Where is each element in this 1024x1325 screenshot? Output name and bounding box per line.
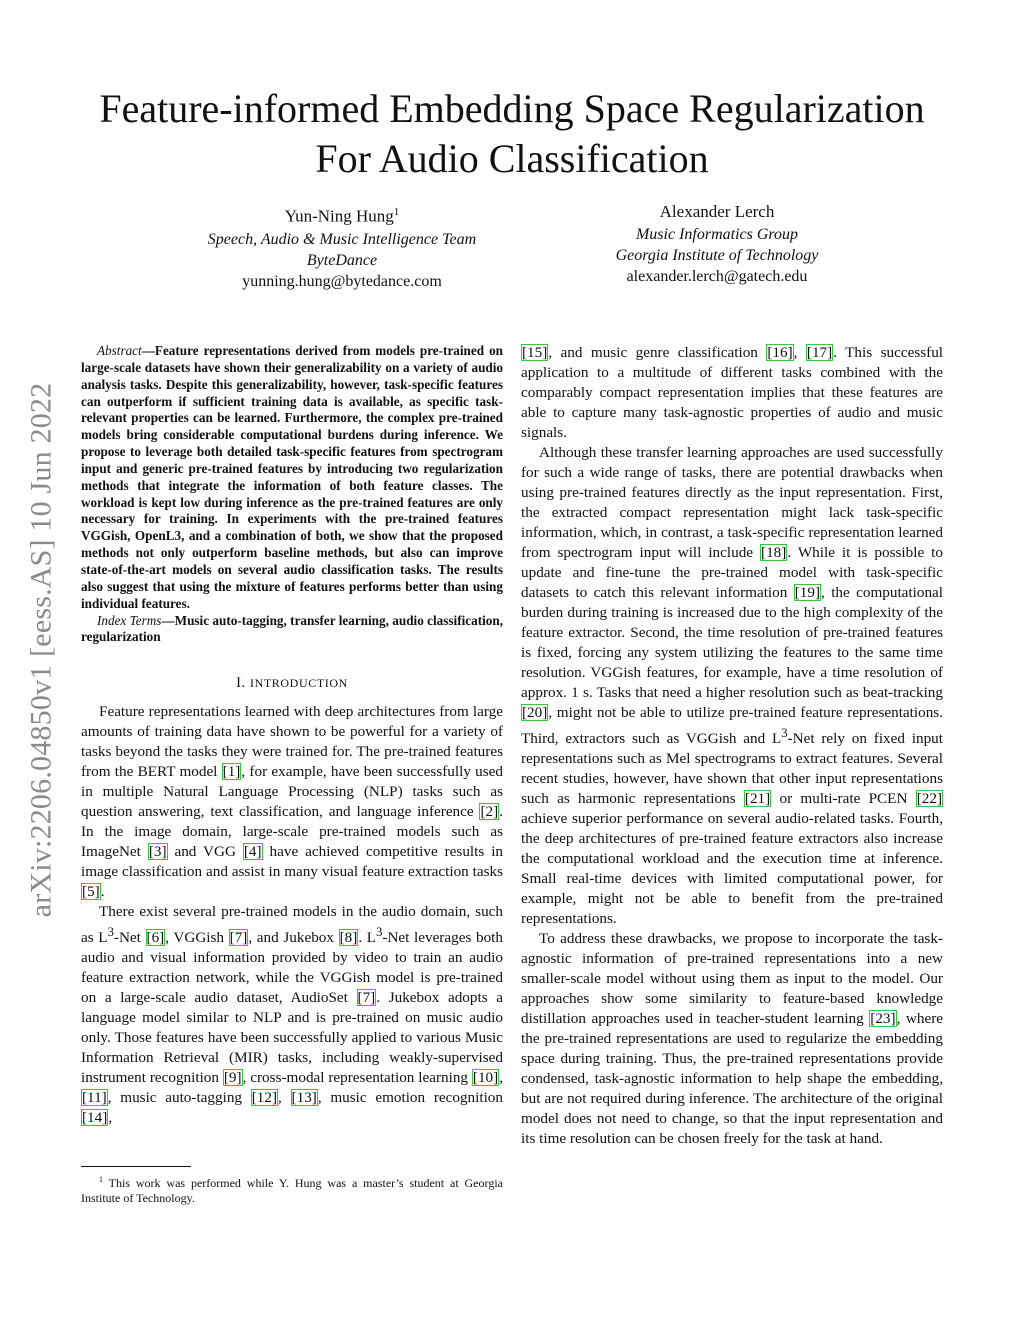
citation-link[interactable]: [2] (480, 803, 499, 821)
text-run: , where the pre-trained representations are used to regularize the embedding space during training. Thus, the pre-trained representations provide condensed, task-agnostic information to help shape the embedding, but are not required during inference. The architecture of the original model does not need to change, so that the input representation and its time resolution can be chosen freely for the task at hand. (521, 1010, 943, 1148)
citation-link[interactable]: [22] (916, 790, 943, 808)
citation-link[interactable]: [12] (251, 1089, 278, 1107)
citation-link[interactable]: [1] (222, 763, 241, 781)
citation-link[interactable]: [4] (243, 843, 262, 861)
author-department: Music Informatics Group (635, 226, 799, 243)
citation-link[interactable]: [15] (522, 344, 548, 361)
text-run: . L (358, 929, 377, 947)
intro-paragraph-5 (521, 929, 943, 1149)
citation-link[interactable]: [16] (767, 344, 793, 361)
text-run: , cross-modal representation learning (242, 1069, 472, 1087)
citation-link[interactable]: [14] (82, 1109, 108, 1127)
citation-link[interactable]: [19] (794, 584, 821, 601)
intro-paragraph-4 (521, 443, 943, 929)
author-name: Yun-Ning Hung (284, 206, 394, 226)
text-run: Although these transfer learning approaches are used successfully for such a wide range of tasks, there are potential drawbacks when using pre-trained features directly as the input representation. First, the extracted compact representation might lack task-specific information, which, in contrast, a task-specific representation learned from spectrogram input will include (521, 444, 943, 561)
text-run: . (100, 883, 105, 901)
text-run: , the computational burden during training is increased due to the high complexity of the feature extractor. Second, the time resolution of pre-trained features is fixed, forcing any system utilizing the features to the same time resolution. VGGish features, for example, have a time resolution of approx. 1 s. Tasks that need a higher resolution such as beat-tracking (521, 584, 944, 701)
citation-link[interactable]: [13] (291, 1089, 317, 1107)
footnote-mark: 1 (99, 1175, 103, 1184)
text-run: , music emotion recognition (317, 1089, 503, 1107)
citation-link[interactable]: [11] (82, 1089, 107, 1107)
text-run: There exist several pre-trained models in the audio domain, such as L (81, 903, 503, 947)
author-department: Speech, Audio & Music Intelligence Team (207, 230, 477, 248)
citation-link[interactable]: [5] (82, 883, 100, 901)
intro-paragraph-1 (81, 702, 503, 902)
arxiv-identifier-text: arXiv:2206.04850v1 [eess.AS] 10 Jun 2022 (24, 382, 58, 918)
citation-link[interactable]: [21] (744, 790, 771, 808)
text-run: , (278, 1089, 291, 1107)
text-run: . In the image domain, large-scale pre-trained models such as ImageNet (81, 803, 503, 861)
text-run: or multi-rate PCEN (771, 790, 916, 808)
citation-link[interactable]: [9] (223, 1069, 242, 1087)
text-run: To address these drawbacks, we propose to incorporate the task-agnostic information of pre-trained representations into a new smaller-scale model without using them as input to the model. Our approaches show some similarity to feature-based knowledge distillation approaches used in teacher-student learning (521, 930, 943, 1028)
arxiv-identifier-stamp (16, 350, 66, 950)
section-number: I. (236, 675, 251, 692)
author-organization: Georgia Institute of Technology (615, 247, 819, 264)
citation-link[interactable]: [20] (522, 704, 548, 721)
abstract-label: Abstract (97, 343, 142, 358)
citation-link[interactable]: [6] (146, 929, 165, 947)
citation-link[interactable]: [23] (870, 1010, 896, 1028)
footnote (81, 1172, 503, 1206)
text-run: . This successful application to a multitude of different tasks combined with the comparably compact representation implies that these features are able to capture many task-agnostic properties of audio and music signals. (521, 344, 944, 441)
author-email: yunning.hung@bytedance.com (242, 272, 442, 290)
text-run: , music auto-tagging (107, 1089, 251, 1107)
superscript: 3 (781, 726, 788, 740)
text-run: , (793, 344, 806, 361)
author-name: Alexander Lerch (659, 202, 775, 221)
text-run: -Net (113, 929, 146, 947)
citation-link[interactable]: [3] (148, 843, 167, 861)
text-run: have achieved competitive results in image classification and assist in many visual feature extraction tasks (81, 843, 504, 881)
intro-paragraph-2 (81, 902, 503, 1128)
text-run: , and Jukebox (248, 929, 339, 947)
author-block-1 (172, 200, 512, 292)
left-column (81, 343, 503, 1128)
superscript: 3 (107, 925, 114, 940)
text-run: . Jukebox adopts a language model similar to NLP and is pre-trained on music audio only. Those features have been successfully applied to various Music Information Retrieval (MIR) tasks, including weakly-supervised instrument recognition (81, 989, 503, 1087)
citation-link[interactable]: [7] (229, 929, 248, 947)
citation-link[interactable]: [10] (472, 1069, 499, 1087)
text-run: -Net rely on fixed input representations such as Mel spectrograms to extract features. Several recent studies, however, have shown that other input representations such as harmonic representations (521, 730, 943, 808)
index-terms-label: Index Terms (97, 612, 162, 628)
section-name: INTRODUCTION (250, 676, 348, 691)
citation-link[interactable]: [7] (357, 989, 376, 1007)
superscript: 3 (376, 925, 383, 940)
text-run: , (108, 1109, 113, 1127)
text-run: -Net leverages both audio and visual information provided by video to train an audio feature extraction network, while the VGGish model is pre-trained on a large-scale audio dataset, AudioSet (81, 929, 503, 1007)
text-run: , might not be able to utilize pre-trained feature representations. Third, extractors such as VGGish and L (521, 704, 943, 748)
abstract-text: —Feature representations derived from models pre-trained on large-scale datasets have shown their generalizability on a variety of audio analysis tasks. Despite this generalizability, however, task-specific features can outperform if sufficient training data is available, as specific task-relevant properties can be learned. Furthermore, the complex pre-trained models bring considerable computational burdens during inference. We propose to leverage both detailed task-specific features from spectrogram input and generic pre-trained features by introducing two regularization methods that integrate the information of both feature classes. The workload is kept low during inference as the pre-trained features are only necessary for training. In experiments with the pre-trained features VGGish, OpenL3, and a combination of both, we show that the proposed methods not only outperform baseline methods, but also can improve state-of-the-art models on several audio classification tasks. The results also suggest that using the mixture of features performs better than using individual features. (81, 343, 503, 611)
right-column (521, 343, 943, 1149)
paper-title (80, 84, 944, 184)
text-run: achieve superior performance on several audio-related tasks. Fourth, the deep architectures of pre-trained feature extractors also increase the computational workload and the execution time at inference. Small real-time devices with limited computational power, for example, might not be able to benefit from the pre-trained representations. (521, 810, 943, 928)
text-run: , and music genre classification (548, 344, 767, 361)
author-organization: ByteDance (306, 251, 378, 269)
text-run: , for example, have been successfully used in multiple Natural Language Processing (NLP) tasks such as question answering, text classification, and language inference (81, 763, 504, 821)
author-footnote-mark: 1 (393, 206, 400, 218)
text-run: Feature representations learned with deep architectures from large amounts of training data have shown to be powerful for a variety of tasks beyond the tasks they were trained for. The pre-trained features from the BERT model (81, 703, 503, 781)
author-email: alexander.lerch@gatech.edu (626, 268, 808, 285)
intro-paragraph-3 (521, 343, 943, 443)
text-run: , (499, 1069, 503, 1087)
text-run: . While it is possible to update and fine-tune the pre-trained model with task-specific datasets to catch this relevant information (521, 544, 943, 601)
author-block-2 (547, 200, 887, 287)
index-terms (81, 613, 503, 647)
abstract (81, 343, 503, 613)
citation-link[interactable]: [8] (339, 929, 358, 947)
text-run: , VGGish (165, 929, 229, 947)
citation-link[interactable]: [17] (806, 344, 833, 361)
title-line-2: For Audio Classification (315, 136, 709, 181)
footnote-text: This work was performed while Y. Hung was a master’s student at Georgia Institute of Technology. (81, 1176, 503, 1205)
text-run: and VGG (167, 843, 243, 861)
title-line-1: Feature-informed Embedding Space Regularization (99, 86, 925, 131)
footnote-rule (81, 1166, 191, 1167)
index-terms-text: —Music auto-tagging, transfer learning, audio classification, regularization (81, 612, 503, 645)
author-name-line (172, 200, 512, 229)
citation-link[interactable]: [18] (761, 544, 787, 561)
section-heading-introduction (81, 675, 503, 692)
